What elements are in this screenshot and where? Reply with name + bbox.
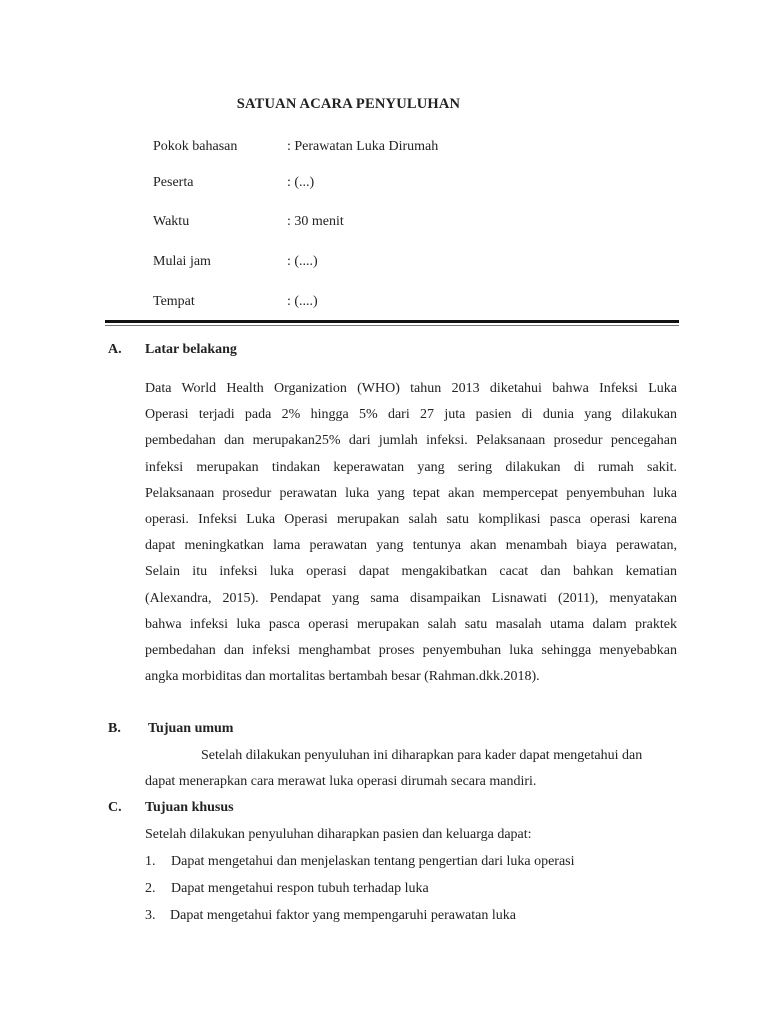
info-value: : (...) <box>287 175 315 190</box>
paragraph-line: pembedahan dan infeksi menghambat proses penyembuhan luka sehingga menyebabkan <box>145 642 677 658</box>
paragraph-line: infeksi merupakan tindakan keperawatan yang sering dilakukan di rumah sakit. <box>145 459 677 475</box>
header-divider-thin <box>105 325 679 326</box>
list-item-text: Dapat mengetahui faktor yang mempengaruhi perawatan luka <box>170 908 516 923</box>
paragraph-line: operasi. Infeksi Luka Operasi merupakan salah satu komplikasi pasca operasi karena <box>145 511 677 527</box>
paragraph-line: Data World Health Organization (WHO) tahun 2013 diketahui bahwa Infeksi Luka <box>145 381 677 396</box>
section-a-title: Latar belakang <box>145 342 237 357</box>
section-b-line-2: dapat menerapkan cara merawat luka operasi dirumah secara mandiri. <box>145 774 537 789</box>
section-b-title: Tujuan umum <box>148 721 234 736</box>
section-c-letter: C. <box>108 800 122 815</box>
section-b-line-1: Setelah dilakukan penyuluhan ini diharapkan para kader dapat mengetahui dan <box>201 748 643 763</box>
info-label: Pokok bahasan <box>153 139 238 154</box>
info-label: Peserta <box>153 175 194 190</box>
section-a-paragraph <box>145 376 677 690</box>
paragraph-line: pembedahan dan merupakan25% dari jumlah infeksi. Pelaksanaan prosedur pencegahan <box>145 433 677 449</box>
info-label: Mulai jam <box>153 254 211 269</box>
section-b-letter: B. <box>108 721 121 736</box>
info-label: Waktu <box>153 214 190 229</box>
section-a-letter: A. <box>108 342 122 357</box>
list-item-number: 3. <box>145 908 156 923</box>
list-item-number: 2. <box>145 881 156 896</box>
paragraph-line: dapat meningkatkan lama perawatan yang tentunya akan menambah biaya perawatan, <box>145 538 677 554</box>
info-value: : (....) <box>287 294 318 309</box>
paragraph-line: Operasi terjadi pada 2% hingga 5% dari 27 juta pasien di dunia yang dilakukan <box>145 407 677 423</box>
paragraph-line: Selain itu infeksi luka operasi dapat mengakibatkan cacat dan bahkan kematian <box>145 564 677 580</box>
info-value: : (....) <box>287 254 318 269</box>
section-c-title: Tujuan khusus <box>145 800 234 815</box>
info-value: : Perawatan Luka Dirumah <box>287 139 439 154</box>
list-item-text: Dapat mengetahui dan menjelaskan tentang pengertian dari luka operasi <box>171 854 575 869</box>
info-value: : 30 menit <box>287 214 344 229</box>
header-divider <box>105 320 679 323</box>
paragraph-line: bahwa infeksi luka pasca operasi merupakan salah satu masalah utama dalam praktek <box>145 616 677 632</box>
list-item-text: Dapat mengetahui respon tubuh terhadap luka <box>171 881 429 896</box>
paragraph-line: Pelaksanaan prosedur perawatan luka yang tepat akan mempercepat penyembuhan luka <box>145 485 677 501</box>
paragraph-line: (Alexandra, 2015). Pendapat yang sama disampaikan Lisnawati (2011), menyatakan <box>145 590 677 606</box>
paragraph-line: angka morbiditas dan mortalitas bertambah besar (Rahman.dkk.2018). <box>145 669 540 685</box>
list-item-number: 1. <box>145 854 156 869</box>
document-title: SATUAN ACARA PENYULUHAN <box>236 96 461 112</box>
info-label: Tempat <box>153 294 195 309</box>
section-c-intro: Setelah dilakukan penyuluhan diharapkan pasien dan keluarga dapat: <box>145 827 532 842</box>
